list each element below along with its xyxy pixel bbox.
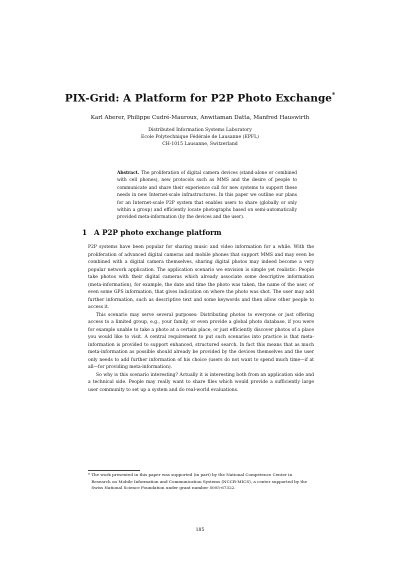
section-title: A P2P photo exchange platform xyxy=(94,228,222,237)
page-number: 185 xyxy=(195,528,205,533)
affiliation-lab: Distributed Information Systems Laboratory xyxy=(148,128,252,133)
abstract-text: The proliferation of digital camera devices (stand-alone or combined with cell phones), new protocols such as MMS and the desire of people to communicate and share their experience call for new systems to support these needs in new Internet-scale infrastructures. In this paper we outline our plans for an Internet-scale P2P system that enables users to share (globally or only within a group) and efficiently locate photographs based on semi-automatically provided meta-information (by the devices and the user). xyxy=(117,171,297,221)
footnote-text: The work presented in this paper was supported (in part) by the National Competence Center in Research on Mobile Information and Communication Systems (NCCR-MICS), a center supported by the Swiss National Science Foundation under grant number 5005-67322. xyxy=(91,472,308,491)
paragraph-3: So why is this scenario interesting? Actually it is interesting both from an application side and a technical side. People may really want to share files which would provide a sufficiently large user community to set up a system and do real-world evaluations. xyxy=(88,372,314,393)
section-number: 1 xyxy=(82,228,88,237)
affiliation-address: CH-1015 Lausanne, Switzerland xyxy=(162,141,238,147)
footnote-marker: * xyxy=(88,472,90,477)
title-footnote-marker: * xyxy=(331,92,336,99)
body-text xyxy=(88,244,314,394)
paragraph-2: This scenario may serve several purposes: Distributing photos to everyone or just offering access to a limited group, e.g., your family, or even provide a global photo database, if you were for example unable to take a photo at a certain place, or just efficiently discover photos of a place you would like to visit. A central requirement to put such scenarios into practice is that meta-information is provided to support enhanced, structured search. In fact this means that as much meta-information as possible should already be provided by the devices themselves and the user only needs to add further information of his choice (users do not want to spend much time—if at all—for providing meta-information). xyxy=(88,312,314,370)
paper-title xyxy=(60,92,340,104)
paragraph-1: P2P systems have been popular for sharing music and video information for a while. With the proliferation of advanced digital cameras and mobile phones that support MMS and may even be combined with a digital camera themselves, sharing digital photos may indeed become a very popular network application. The application scenario we envision is simple yet realistic: People take photos with their digital cameras which already associate some descriptive information (meta-information), for example, the date and time the photo was taken, the name of the user, or even some GPS information, that gives indication on where the photo was shot. The user may add further information, such as descriptive text and some keywords and then allow other people to access it. xyxy=(88,245,314,310)
author-list: Karl Aberer, Philippe Cudré-Mauroux, Anwitaman Datta, Manfred Hauswirth xyxy=(90,115,310,121)
abstract-label: Abstract. xyxy=(117,171,140,176)
abstract xyxy=(117,170,297,222)
footnote xyxy=(88,472,314,492)
section-heading xyxy=(82,228,322,237)
affiliation xyxy=(80,128,320,149)
paper-title-text: PIX-Grid: A Platform for P2P Photo Exchange xyxy=(64,92,332,105)
footnote-divider xyxy=(88,470,140,471)
affiliation-school: Ecole Polytechnique Fédérale de Lausanne (EPFL) xyxy=(141,134,259,140)
